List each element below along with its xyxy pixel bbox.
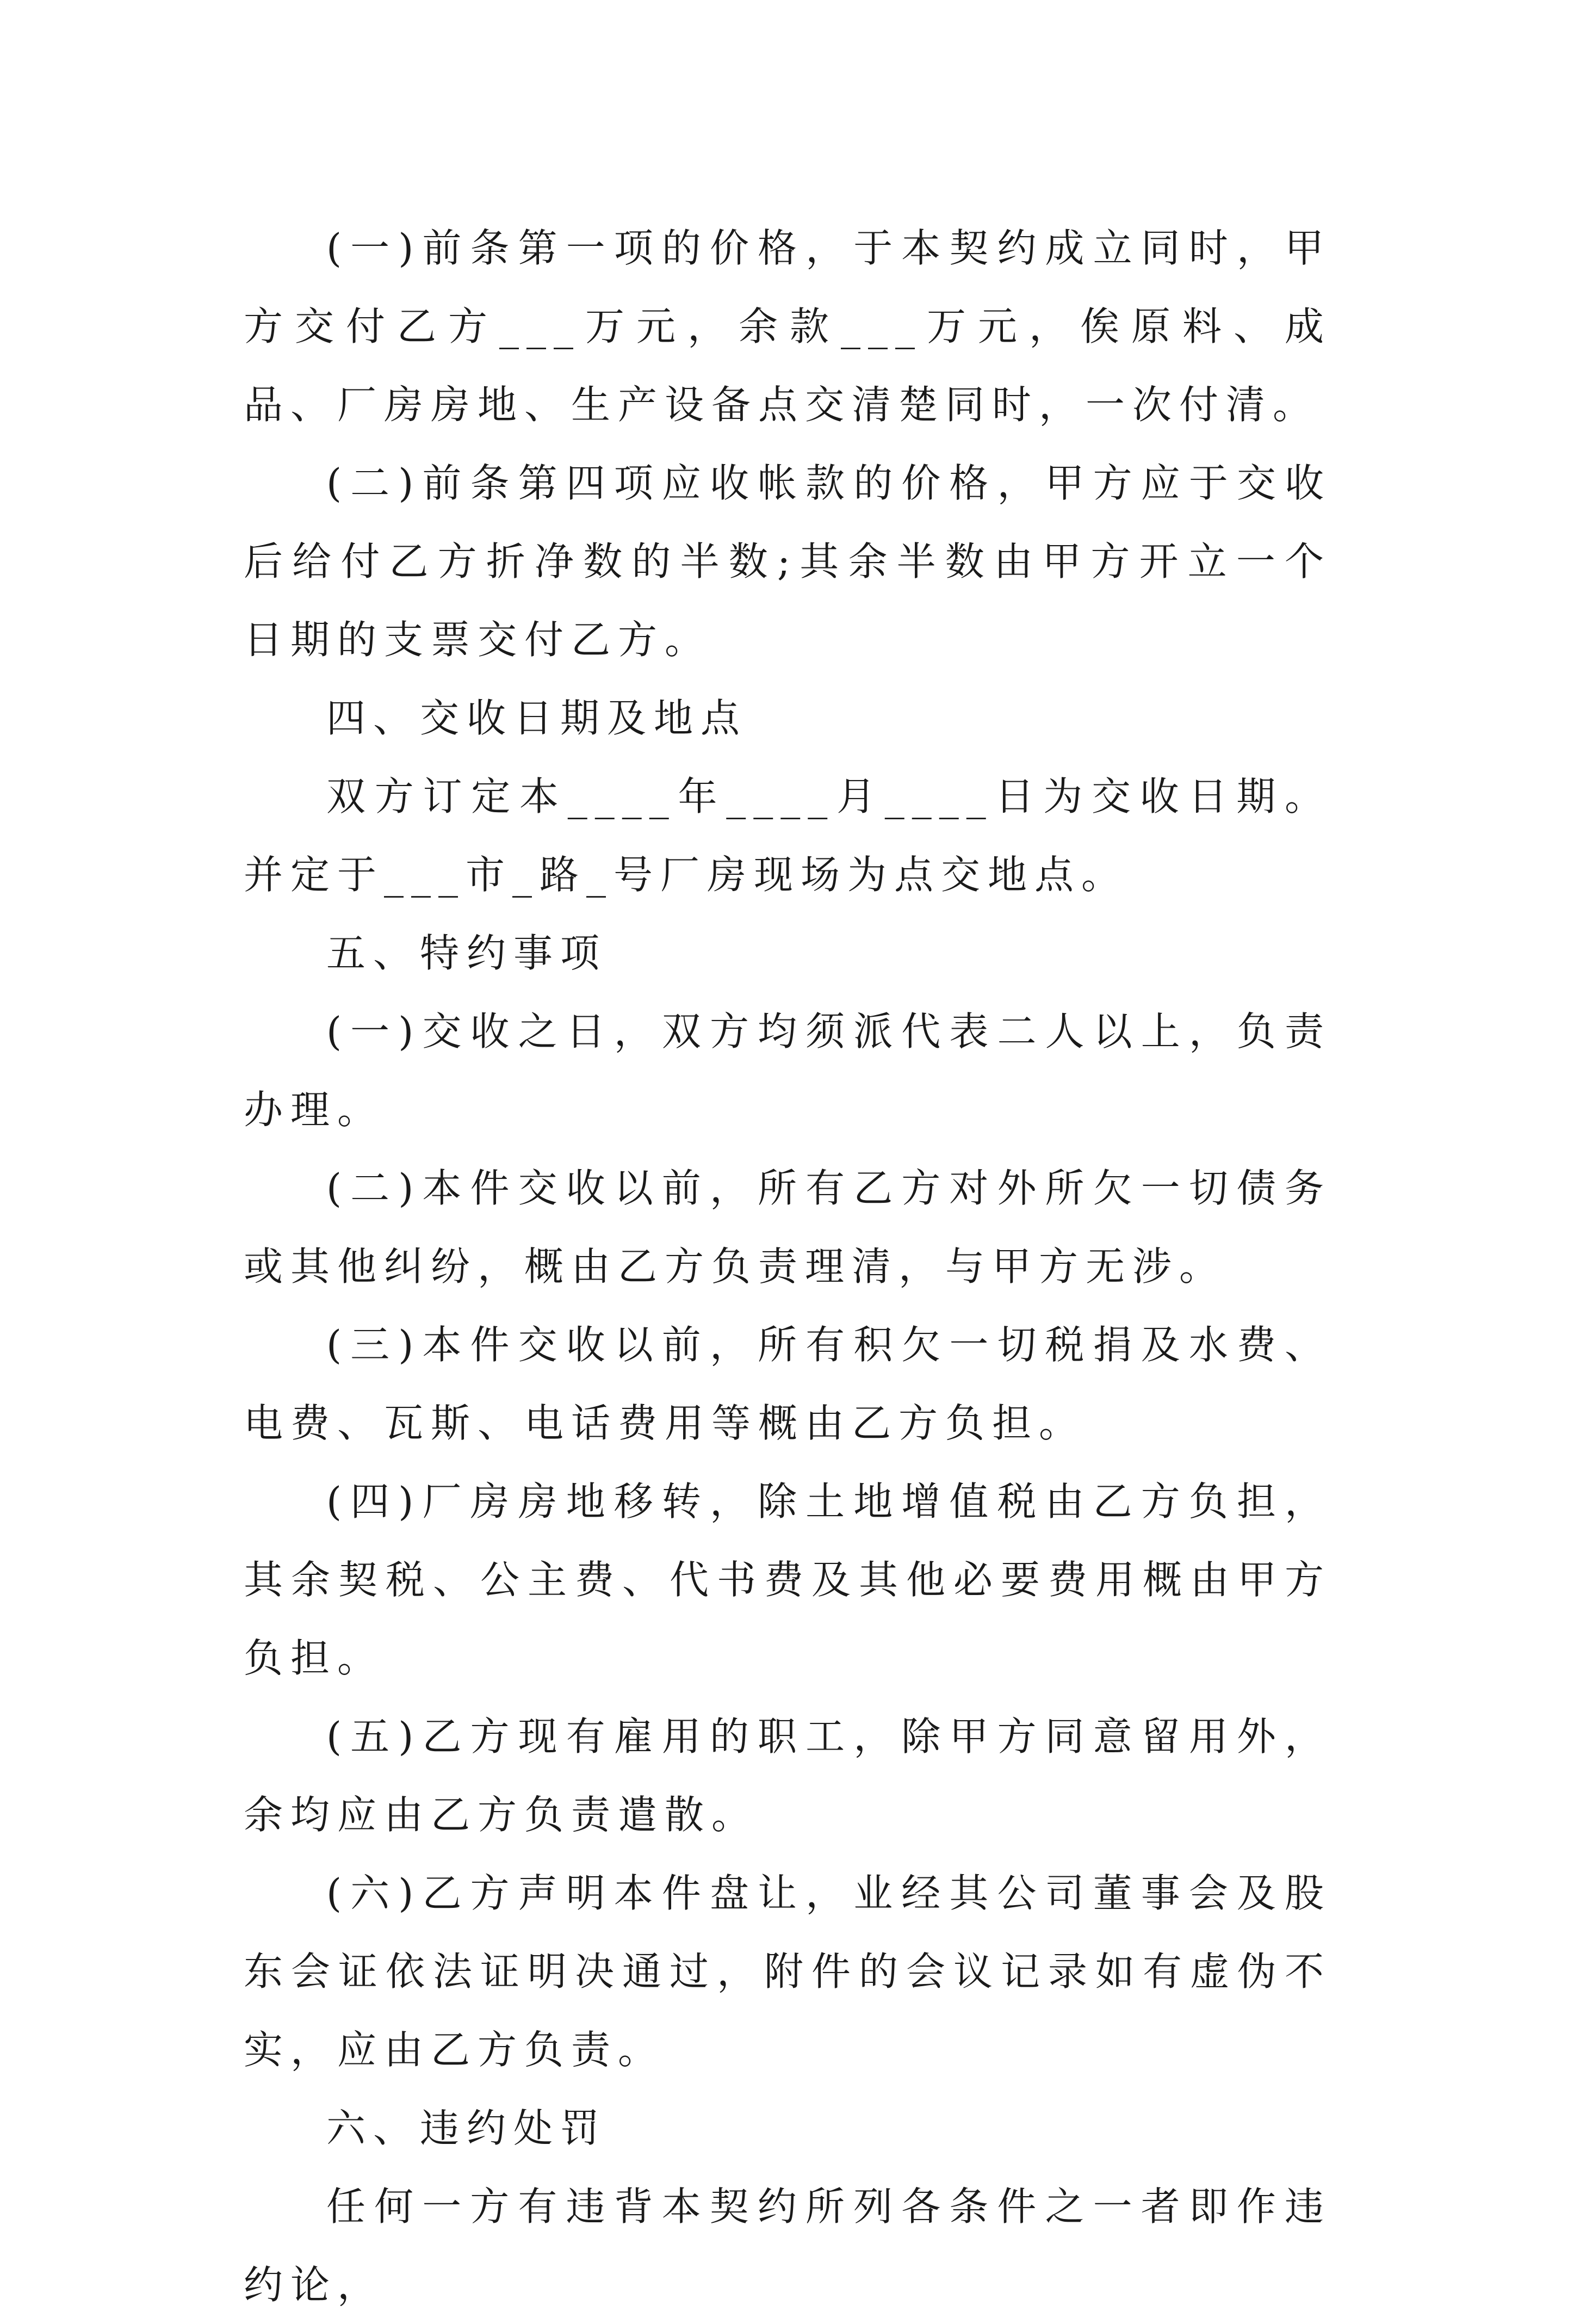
paragraph-penalty: 任何一方有违背本契约所列各条件之一者即作违约论， bbox=[244, 2184, 1331, 2308]
section-heading-penalty: 六、违约处罚 bbox=[326, 2105, 608, 2151]
document-body bbox=[244, 209, 1331, 2324]
section-heading-delivery: 四、交收日期及地点 bbox=[326, 695, 748, 741]
paragraph-special-5: (五)乙方现有雇用的职工，除甲方同意留用外，余均应由乙方负责遣散。 bbox=[244, 1714, 1331, 1838]
paragraph-payment-1: (一)前条第一项的价格，于本契约成立同时，甲方交付乙方___万元，余款___万元，俟原料、成品、厂房房地、生产设备点交清楚同时，一次付清。 bbox=[244, 225, 1331, 428]
paragraph-special-1: (一)交收之日，双方均须派代表二人以上，负责办理。 bbox=[244, 1009, 1331, 1133]
paragraph-special-6: (六)乙方声明本件盘让，业经其公司董事会及股东会证依法证明决通过，附件的会议记录如有虚伪不实，应由乙方负责。 bbox=[244, 1870, 1331, 2073]
section-heading-special-terms: 五、特约事项 bbox=[326, 930, 608, 976]
paragraph-special-3: (三)本件交收以前，所有积欠一切税捐及水费、电费、瓦斯、电话费用等概由乙方负担。 bbox=[244, 1322, 1331, 1446]
paragraph-delivery-date: 双方订定本____年____月____日为交收日期。并定于___市_路_号厂房现场为点交地点。 bbox=[244, 774, 1331, 898]
paragraph-payment-2: (二)前条第四项应收帐款的价格，甲方应于交收后给付乙方折净数的半数;其余半数由甲方开立一个日期的支票交付乙方。 bbox=[244, 460, 1331, 663]
paragraph-special-2: (二)本件交收以前，所有乙方对外所欠一切债务或其他纠纷，概由乙方负责理清，与甲方无涉。 bbox=[244, 1165, 1331, 1289]
paragraph-special-4: (四)厂房房地移转，除土地增值税由乙方负担，其余契税、公主费、代书费及其他必要费用概由甲方负担。 bbox=[244, 1479, 1331, 1681]
